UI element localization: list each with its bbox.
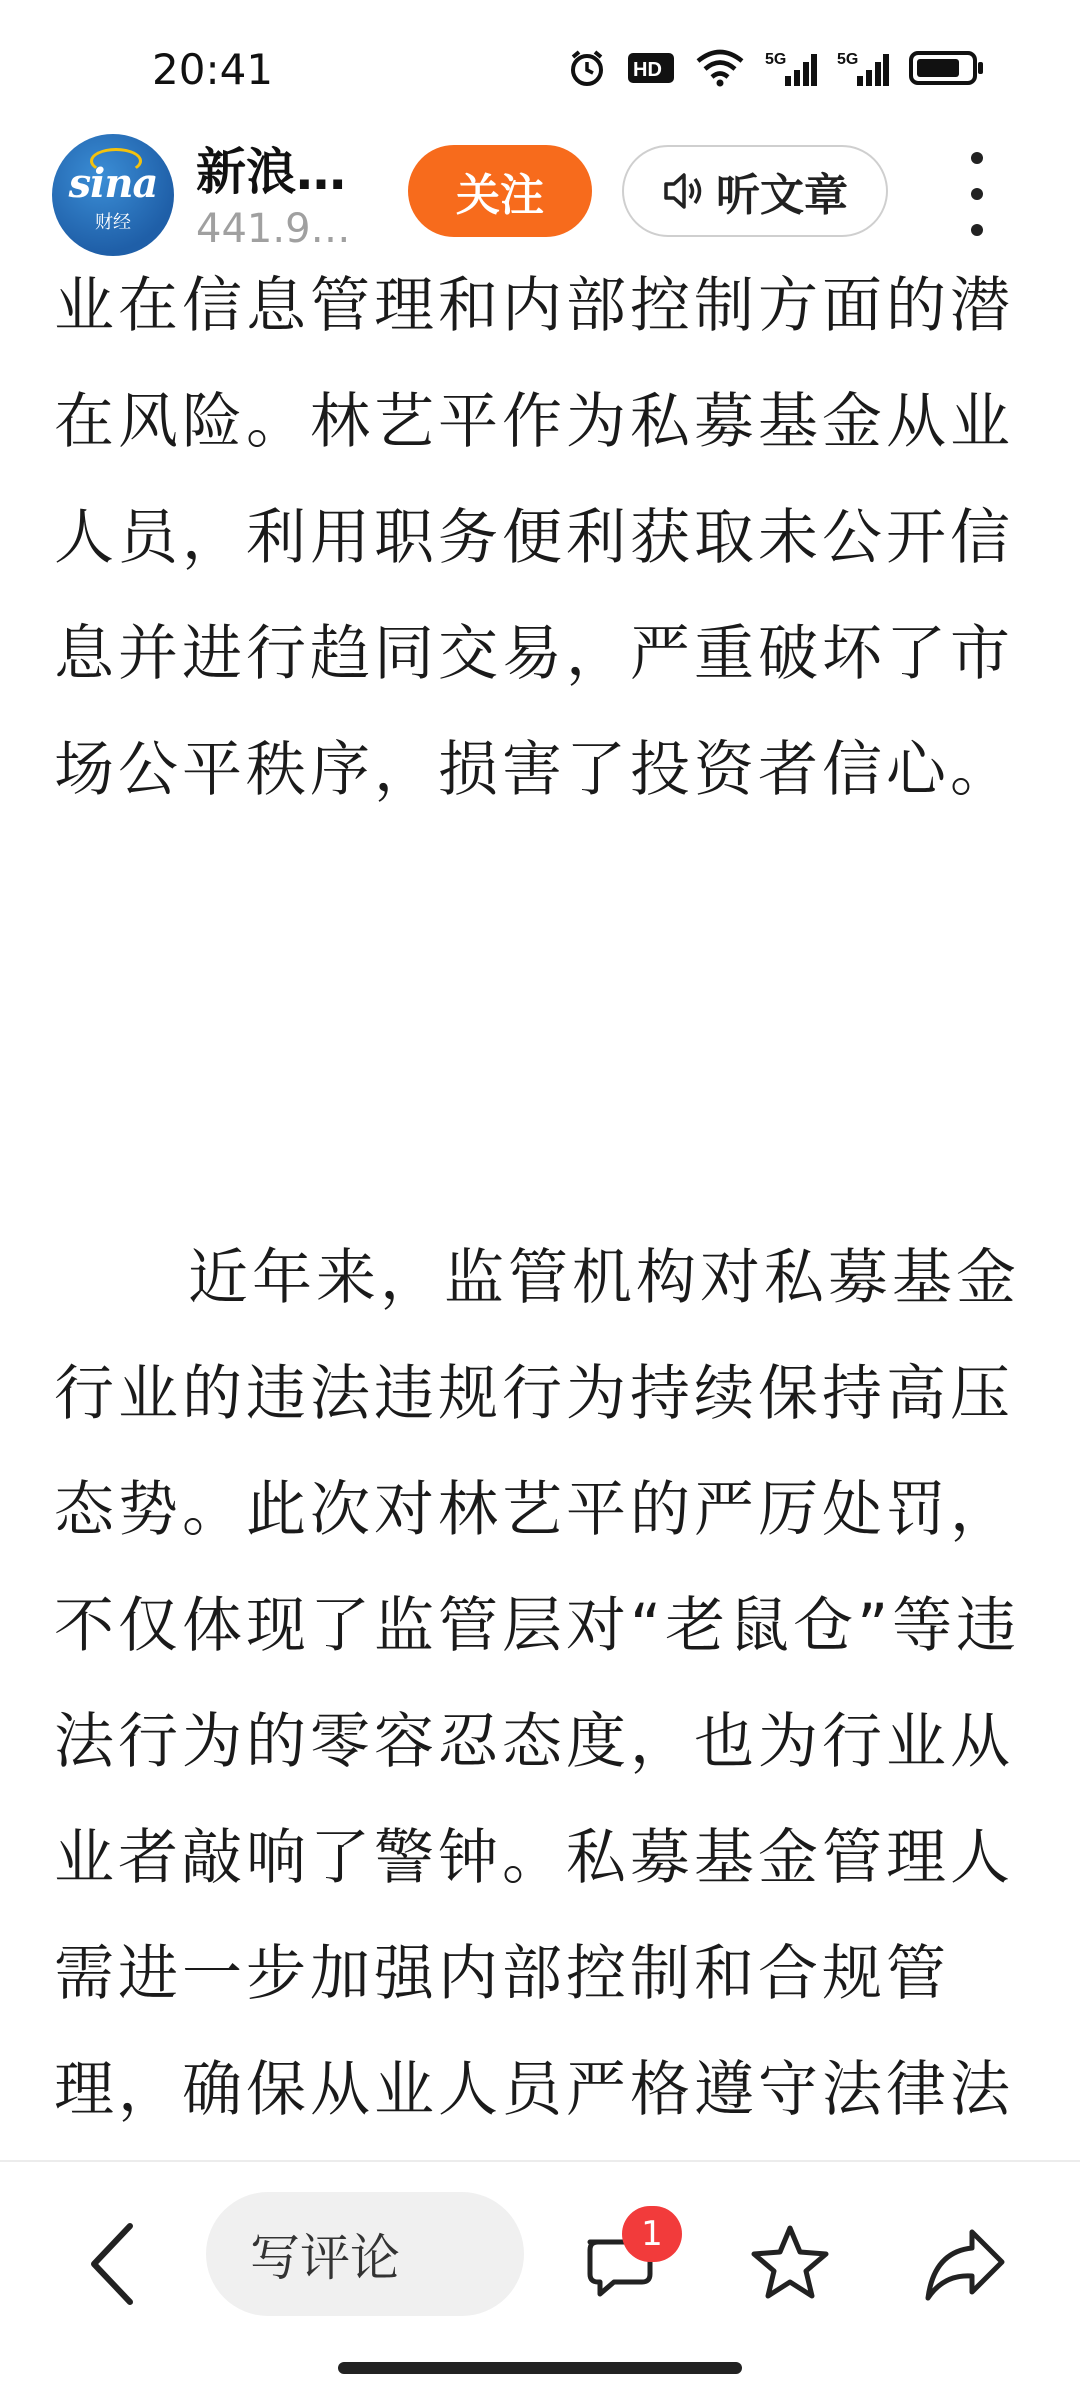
status-bar bbox=[0, 0, 1080, 130]
follow-button[interactable] bbox=[408, 145, 592, 237]
home-indicator[interactable] bbox=[338, 2362, 742, 2374]
network-label-2: 5G bbox=[837, 51, 859, 68]
article-paragraph: 近年来，监管机构对私募基金行业的违法违规行为持续保持高压态势。此次对林艺平的严厉处罚，不仅体现了监管层对“老鼠仓”等违法行为的零容忍态度，也为行业从业者敲响了警钟。私募基金管理人需进一步加强内部控制和合规管理，确保从业人员严格遵守法律法 bbox=[54, 1243, 1021, 2125]
favorite-star-icon[interactable] bbox=[748, 2212, 832, 2312]
listen-article-label: 听文章 bbox=[716, 170, 848, 221]
hd-icon bbox=[627, 51, 675, 85]
signal-5g-icon bbox=[765, 48, 817, 88]
back-arrow-icon[interactable] bbox=[78, 2214, 148, 2314]
alarm-icon bbox=[567, 48, 607, 88]
article-header bbox=[0, 130, 1080, 260]
wifi-icon bbox=[695, 49, 745, 87]
logo-subtitle: 财经 bbox=[95, 212, 131, 233]
account-name[interactable]: 新浪… bbox=[196, 143, 346, 201]
more-dot-icon bbox=[971, 224, 983, 236]
more-dot-icon bbox=[971, 152, 983, 164]
more-options-button[interactable] bbox=[955, 148, 999, 240]
status-icons bbox=[567, 48, 985, 88]
share-arrow-icon[interactable] bbox=[920, 2212, 1010, 2312]
status-time: 20:41 bbox=[152, 45, 274, 94]
listen-article-button[interactable] bbox=[622, 145, 888, 237]
article-paragraph: 业在信息管理和内部控制方面的潜在风险。林艺平作为私募基金从业人员，利用职务便利获取未公开信息并进行趋同交易，严重破坏了市场公平秩序，损害了投资者信心。 bbox=[54, 271, 1014, 805]
comment-count-badge: 1 bbox=[622, 2206, 682, 2262]
hd-label: HD bbox=[633, 59, 662, 81]
more-dot-icon bbox=[971, 188, 983, 200]
signal-5g-icon bbox=[837, 48, 889, 88]
speaker-icon bbox=[662, 169, 708, 213]
battery-icon bbox=[909, 50, 985, 86]
sina-finance-logo[interactable] bbox=[52, 134, 174, 256]
logo-text: sina bbox=[68, 160, 158, 207]
write-comment-placeholder: 写评论 bbox=[250, 2229, 400, 2287]
follow-button-label: 关注 bbox=[456, 170, 544, 221]
network-label-1: 5G bbox=[765, 51, 787, 68]
write-comment-input[interactable] bbox=[206, 2192, 524, 2316]
bottom-action-bar bbox=[0, 2162, 1080, 2400]
account-follower-count: 441.9… bbox=[196, 206, 351, 252]
article-body[interactable] bbox=[0, 260, 1080, 2160]
